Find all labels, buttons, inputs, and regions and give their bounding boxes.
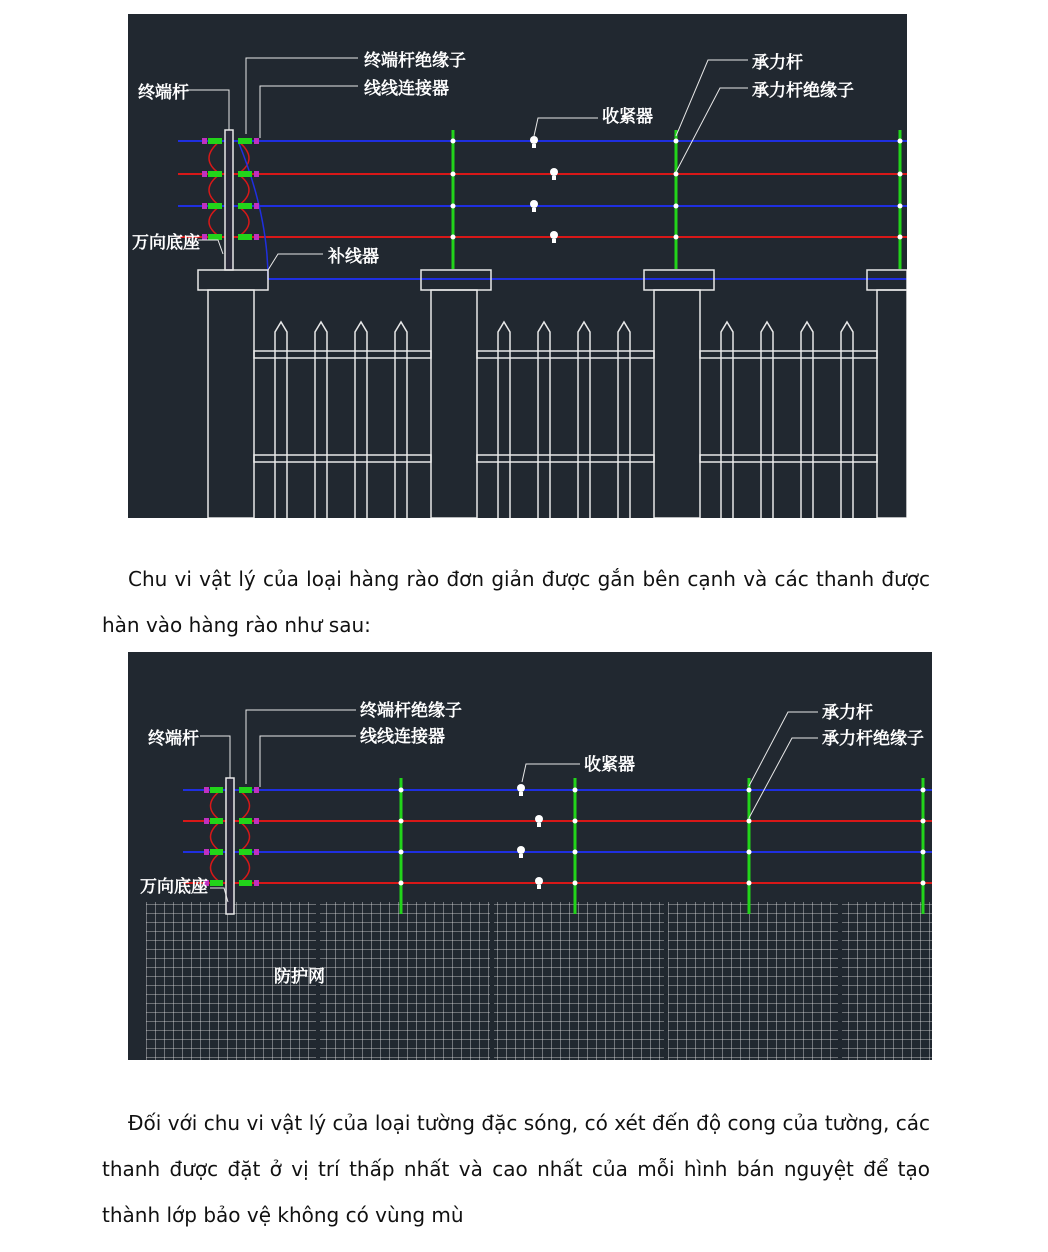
label-terminal-pole: 终端杆 bbox=[148, 729, 199, 749]
label-bearing-pole: 承力杆 bbox=[752, 53, 803, 73]
label-supplement-wire: 补线器 bbox=[328, 247, 379, 267]
bearing-poles bbox=[453, 130, 900, 269]
label-terminal-pole: 终端杆 bbox=[138, 83, 189, 103]
label-wire-connector: 线线连接器 bbox=[360, 727, 445, 747]
label-terminal-insulator: 终端杆绝缘子 bbox=[364, 51, 466, 71]
figure-fence-mesh bbox=[128, 652, 932, 1060]
protective-mesh bbox=[146, 902, 932, 1060]
fence-diagram-2 bbox=[128, 652, 932, 1060]
label-bearing-insulator: 承力杆绝缘子 bbox=[752, 81, 854, 101]
bearing-poles bbox=[401, 778, 923, 914]
paragraph-simple-fence: Chu vi vật lý của loại hàng rào đơn giản được gắn bên cạnh và các thanh được hàn vào hàng rào như sau: bbox=[102, 567, 930, 637]
fence-wires bbox=[183, 790, 932, 883]
label-tensioner: 收紧器 bbox=[584, 755, 635, 775]
label-universal-base: 万向底座 bbox=[132, 233, 200, 253]
label-protective-net: 防护网 bbox=[274, 967, 325, 987]
tensioner-icons bbox=[530, 136, 558, 243]
leader-lines bbox=[200, 710, 818, 902]
figure-fence-pillars bbox=[128, 14, 907, 518]
tensioner-icons bbox=[517, 784, 543, 889]
fence-wires bbox=[178, 141, 907, 279]
terminal-pole bbox=[204, 778, 259, 914]
label-bearing-insulator: 承力杆绝缘子 bbox=[822, 729, 924, 749]
paragraph-wave-wall: Đối với chu vi vật lý của loại tường đặc sóng, có xét đến độ cong của tường, các thanh được đặt ở vị trí thấp nhất và cao nhất của mỗi hình bán nguyệt để tạo thành lớp bảo vệ không có vùng mù bbox=[102, 1111, 930, 1227]
label-terminal-insulator: 终端杆绝缘子 bbox=[360, 701, 462, 721]
fence-diagram-1 bbox=[128, 14, 907, 518]
label-bearing-pole: 承力杆 bbox=[822, 703, 873, 723]
label-universal-base: 万向底座 bbox=[140, 877, 208, 897]
terminal-pole bbox=[202, 130, 268, 279]
label-wire-connector: 线线连接器 bbox=[364, 79, 449, 99]
label-tensioner: 收紧器 bbox=[602, 107, 653, 127]
fence-railings bbox=[254, 322, 877, 518]
leader-lines bbox=[188, 58, 748, 270]
